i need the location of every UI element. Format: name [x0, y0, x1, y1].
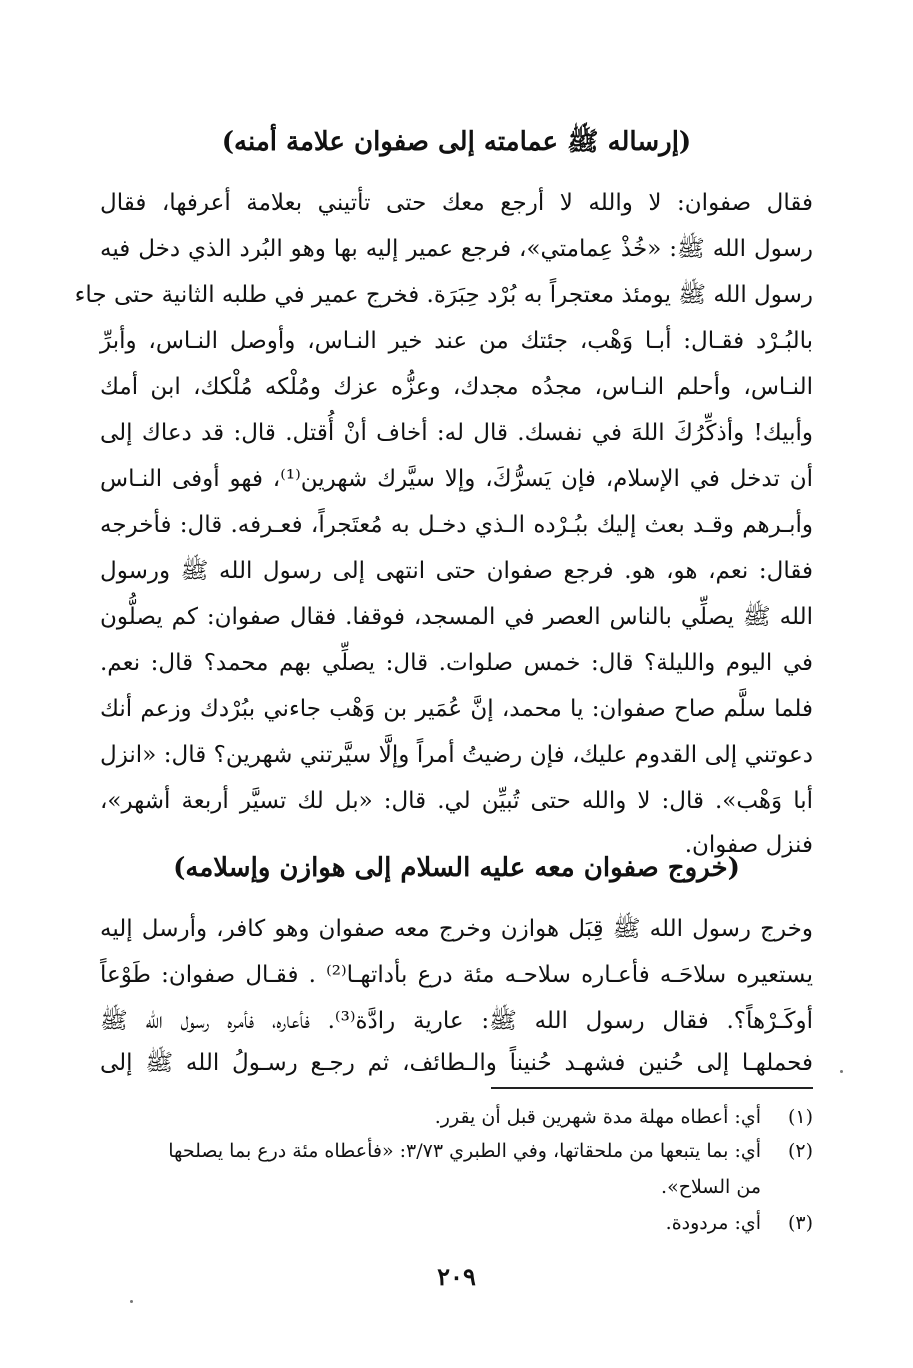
footnote [100, 1134, 813, 1168]
footnote-number: (٢) [787, 1140, 813, 1162]
body-line: وأبـرهم وقـد بعث إليك ببُـرْده الـذي دخـل به مُعتَجراً، فعـرفه. قال: فأخرجه [100, 512, 813, 538]
body-line: يستعيره سلاحَـه فأعـاره سلاحـه مئة درع بأداتهـا⁽²⁾ . فقـال صفوان: طَوْعاً [100, 962, 813, 988]
page-number: ٢٠٩ [437, 1262, 476, 1291]
body-line: أوكَـرْهاً؟. فقال رسول الله ﷺ: عارية رادَّة⁽³⁾. فأعاره، فأمره رسول الله ﷺ [100, 1008, 814, 1034]
body-line: فلما سلَّم صاح صفوان: يا محمد، إنَّ عُمَير بن وَهْب جاءني ببُرْدك وزعم أنك [100, 696, 813, 722]
body-line: النـاس، وأحلم النـاس، مجدُه مجدك، وعزُّه عزك ومُلْكه مُلْكك، ابن أمك [100, 374, 813, 400]
body-line: فحملهـا إلى حُنين فشهـد حُنيناً والـطائف، ثم رجـع رسـولُ الله ﷺ إلى [100, 1050, 813, 1076]
body-line: رسول الله ﷺ: «خُذْ عِمامتي»، فرجع عمير إليه بها وهو البُرد الذي دخل فيه [100, 236, 813, 262]
scan-speck [840, 1070, 843, 1073]
body-line: فنزل صفوان. [684, 832, 813, 858]
footnote-continuation: من السلاح». [661, 1176, 761, 1198]
footnote-text: أي: بما يتبعها من ملحقاتها، وفي الطبري ٣/٧٣: «فأعطاه مئة درع بما يصلحها [168, 1140, 761, 1162]
body-line: رسول الله ﷺ يومئذ معتجراً به بُرْد حِبَرَة. فخرج عمير في طلبه الثانية حتى جاء [74, 282, 813, 308]
body-line: دعوتني إلى القدوم عليك، فإن رضيتُ أمراً وإلَّا سيَّرتني شهرين؟ قال: «انزل [100, 742, 813, 768]
body-line: فقال: نعم، هو، هو. فرجع صفوان حتى انتهى إلى رسول الله ﷺ ورسول [100, 558, 813, 584]
footnote-text: أي: مردودة. [665, 1212, 761, 1234]
body-line: في اليوم والليلة؟ قال: خمس صلوات. قال: يصلِّي بهم محمد؟ قال: نعم. [100, 650, 813, 676]
footnote [100, 1100, 813, 1134]
body-line: أبا وَهْب». قال: لا والله حتى تُبيِّن لي. قال: «بل لك تسيَّر أربعة أشهر»، [100, 788, 813, 814]
body-line: أن تدخل في الإسلام، فإن يَسرُّكَ، وإلا سيَّرك شهرين⁽¹⁾، فهو أوفى النـاس [100, 466, 813, 492]
body-line: وخرج رسول الله ﷺ قِبَل هوازن وخرج معه صفوان وهو كافر، وأرسل إليه [100, 916, 813, 942]
footnote [100, 1206, 813, 1240]
body-line: بالبُـرْد فقـال: أبـا وَهْب، جئتك من عند خير النـاس، وأوصل النـاس، وأبرِّ [100, 328, 813, 354]
footnote-number: (٣) [787, 1212, 813, 1234]
footnote-number: (١) [787, 1106, 813, 1128]
body-line: الله ﷺ يصلِّي بالناس العصر في المسجد، فوقفا. فقال صفوان: كم يصلُّون [100, 604, 813, 630]
footnote-text: أي: أعطاه مهلة مدة شهرين قبل أن يقرر. [434, 1106, 761, 1128]
book-page [74, 0, 814, 1368]
scan-speck [130, 1300, 133, 1303]
body-line: وأبيك! وأذكِّرُكَ اللهَ في نفسك. قال له: أخاف أنْ أُقتل. قال: قد دعاك إلى [100, 420, 813, 446]
section-heading: (خروج صفوان معه عليه السلام إلى هوازن وإسلامه) [173, 853, 740, 883]
section-heading: (إرساله ﷺ عمامته إلى صفوان علامة أمنه) [221, 127, 692, 157]
body-line: فقال صفوان: لا والله لا أرجع معك حتى تأتيني بعلامة أعرفها، فقال [100, 190, 813, 216]
footnote-separator [491, 1087, 813, 1089]
